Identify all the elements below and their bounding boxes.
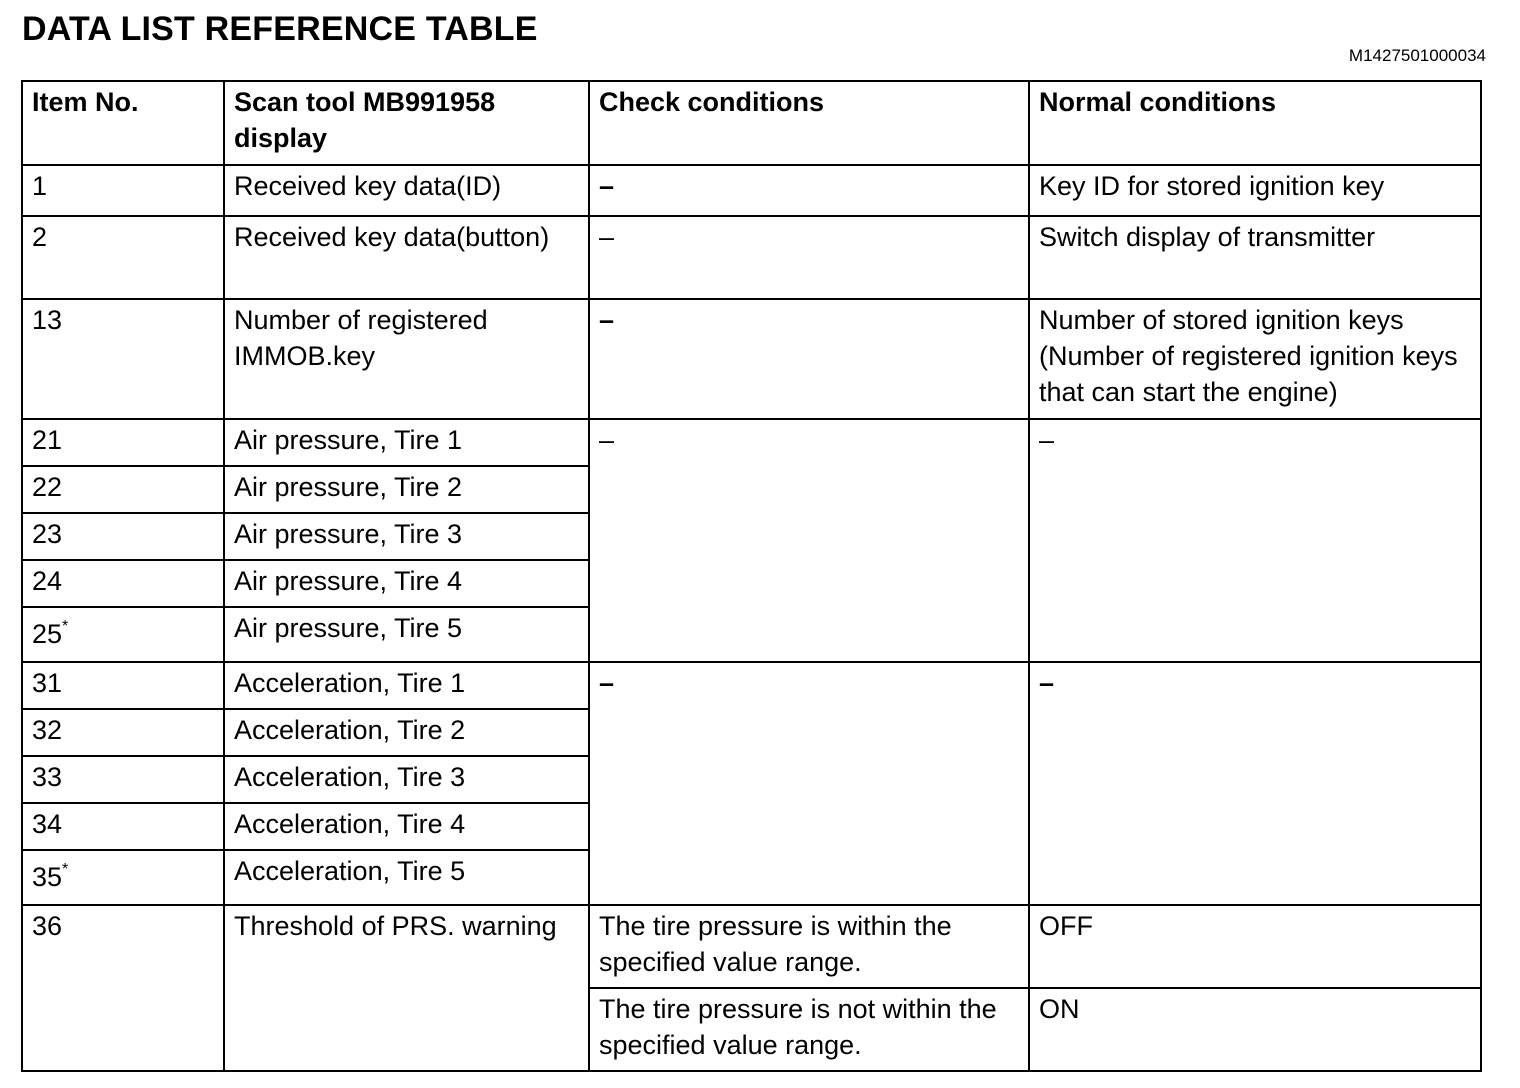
display-name: Air pressure, Tire 3 bbox=[224, 513, 589, 560]
display-name: Air pressure, Tire 1 bbox=[224, 419, 589, 466]
normal-condition: OFF bbox=[1029, 905, 1481, 988]
document-code: M1427501000034 bbox=[1348, 46, 1486, 65]
dash-mark: – bbox=[1039, 425, 1055, 455]
display-name: Number of registered IMMOB.key bbox=[224, 299, 589, 419]
dash-mark: – bbox=[599, 171, 615, 201]
item-number: 21 bbox=[22, 419, 224, 466]
item-number: 23 bbox=[22, 513, 224, 560]
item-number: 33 bbox=[22, 756, 224, 803]
item-number-value: 25 bbox=[32, 619, 63, 649]
table-row bbox=[22, 905, 1481, 988]
table-row bbox=[22, 419, 1481, 466]
item-number: 1 bbox=[22, 165, 224, 216]
item-number bbox=[22, 607, 224, 662]
display-name: Acceleration, Tire 3 bbox=[224, 756, 589, 803]
asterisk-mark: * bbox=[62, 618, 69, 635]
display-name: Air pressure, Tire 2 bbox=[224, 466, 589, 513]
check-condition bbox=[589, 165, 1029, 216]
normal-condition: ON bbox=[1029, 988, 1481, 1071]
display-name: Acceleration, Tire 4 bbox=[224, 803, 589, 850]
check-condition bbox=[589, 299, 1029, 419]
display-name: Acceleration, Tire 5 bbox=[224, 850, 589, 905]
display-name: Acceleration, Tire 2 bbox=[224, 709, 589, 756]
item-number: 2 bbox=[22, 216, 224, 299]
normal-condition: Key ID for stored ignition key bbox=[1029, 165, 1481, 216]
display-name: Air pressure, Tire 4 bbox=[224, 560, 589, 607]
check-condition bbox=[589, 216, 1029, 299]
item-number: 32 bbox=[22, 709, 224, 756]
page-title: DATA LIST REFERENCE TABLE bbox=[22, 10, 538, 48]
item-number: 31 bbox=[22, 662, 224, 709]
table-row bbox=[22, 216, 1481, 299]
header-display: Scan tool MB991958 display bbox=[224, 81, 589, 165]
normal-condition: Switch display of transmitter bbox=[1029, 216, 1481, 299]
item-number: 24 bbox=[22, 560, 224, 607]
header-normal-conditions: Normal conditions bbox=[1029, 81, 1481, 165]
display-name: Threshold of PRS. warning bbox=[224, 905, 589, 1071]
normal-condition: Number of stored ignition keys (Number of registered ignition keys that can start the engine) bbox=[1029, 299, 1481, 419]
item-number bbox=[22, 850, 224, 905]
dash-mark: – bbox=[599, 222, 615, 252]
check-condition bbox=[589, 662, 1029, 905]
display-name: Acceleration, Tire 1 bbox=[224, 662, 589, 709]
item-number: 34 bbox=[22, 803, 224, 850]
item-number-value: 35 bbox=[32, 862, 63, 892]
table-row bbox=[22, 299, 1481, 419]
normal-condition bbox=[1029, 662, 1481, 905]
display-name: Received key data(ID) bbox=[224, 165, 589, 216]
check-condition bbox=[589, 419, 1029, 662]
check-condition: The tire pressure is within the specified value range. bbox=[589, 905, 1029, 988]
header-check-conditions: Check conditions bbox=[589, 81, 1029, 165]
header-item-no: Item No. bbox=[22, 81, 224, 165]
dash-mark: – bbox=[1039, 668, 1055, 698]
table-row bbox=[22, 165, 1481, 216]
display-name: Air pressure, Tire 5 bbox=[224, 607, 589, 662]
check-condition: The tire pressure is not within the specified value range. bbox=[589, 988, 1029, 1071]
asterisk-mark: * bbox=[62, 861, 69, 878]
item-number: 22 bbox=[22, 466, 224, 513]
display-name: Received key data(button) bbox=[224, 216, 589, 299]
item-number: 36 bbox=[22, 905, 224, 1071]
table-header-row bbox=[22, 81, 1481, 165]
dash-mark: – bbox=[599, 305, 615, 335]
dash-mark: – bbox=[599, 425, 615, 455]
normal-condition bbox=[1029, 419, 1481, 662]
data-list-reference-table bbox=[21, 80, 1482, 1072]
table-row bbox=[22, 662, 1481, 709]
item-number: 13 bbox=[22, 299, 224, 419]
dash-mark: – bbox=[599, 668, 615, 698]
